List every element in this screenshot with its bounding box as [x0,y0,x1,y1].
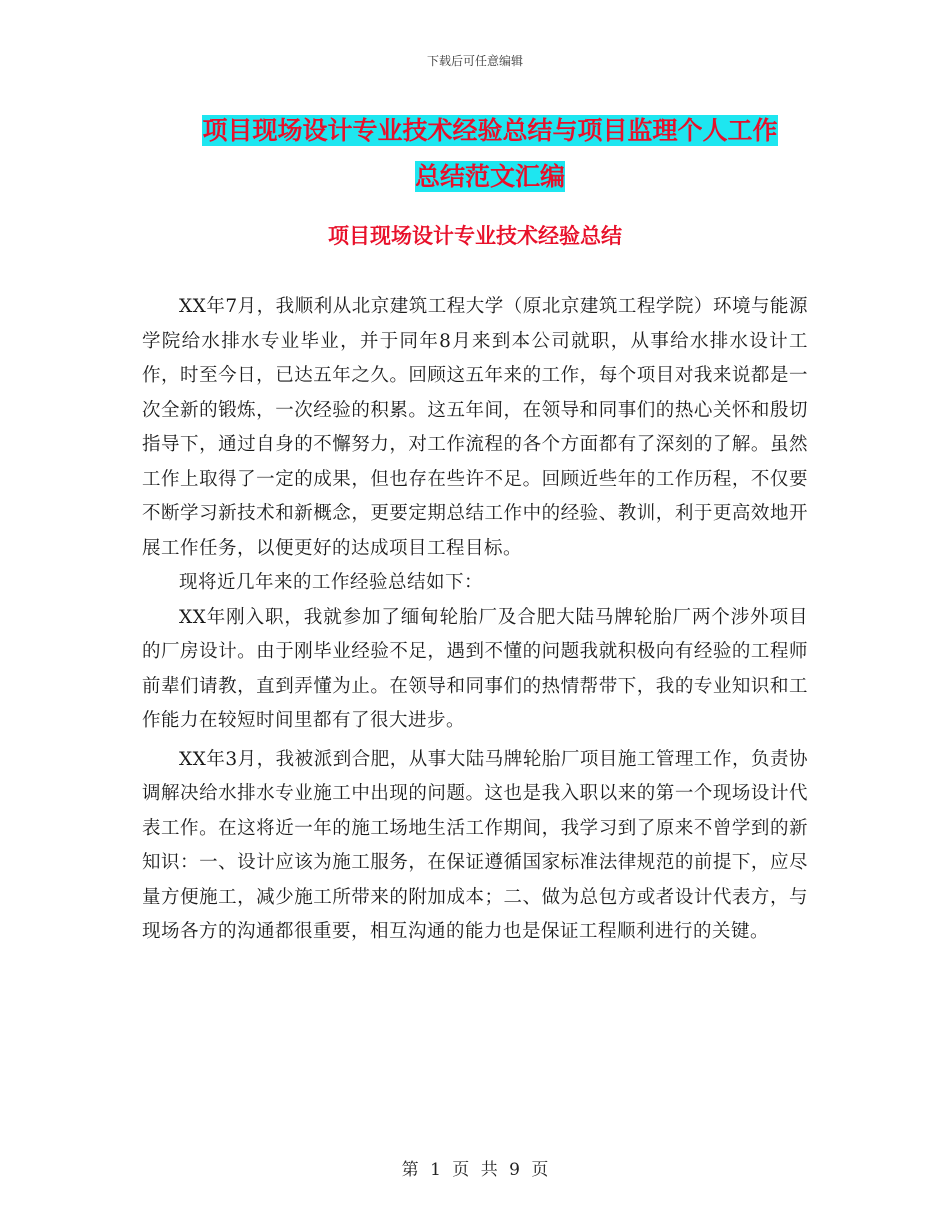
document-title [140,108,840,200]
paragraph-4: XX年3月，我被派到合肥，从事大陆马牌轮胎厂项目施工管理工作，负责协调解决给水排水专业施工中出现的问题。这也是我入职以来的第一个现场设计代表工作。在这将近一年的施工场地生活工作期间，我学习到了原来不曾学到的新知识：一、设计应该为施工服务，在保证遵循国家标准法律规范的前提下，应尽量方便施工，减少施工所带来的附加成本；二、做为总包方或者设计代表方，与现场各方的沟通都很重要，相互沟通的能力也是保证工程顺利进行的关键。 [142,748,808,942]
section-title: 项目现场设计专业技术经验总结 [328,224,622,248]
document-body [142,290,808,950]
paragraph-2: 现将近几年来的工作经验总结如下： [179,572,484,593]
page-number: 第 1 页 共 9 页 [401,1160,549,1180]
document-title-line-2: 总结范文汇编 [414,162,565,191]
paragraph-3: XX年刚入职，我就参加了缅甸轮胎厂及合肥大陆马牌轮胎厂两个涉外项目的厂房设计。由于刚毕业经验不足，遇到不懂的问题我就积极向有经验的工程师前辈们请教，直到弄懂为止。在领导和同事们的热情帮带下，我的专业知识和工作能力在较短时间里都有了很大进步。 [142,606,808,731]
paragraph-1: XX年7月，我顺利从北京建筑工程大学（原北京建筑工程学院）环境与能源学院给水排水专业毕业，并于同年8月来到本公司就职，从事给水排水设计工作，时至今日，已达五年之久。回顾这五年来的工作，每个项目对我来说都是一次全新的锻炼，一次经验的积累。这五年间，在领导和同事们的热心关怀和殷切指导下，通过自身的不懈努力，对工作流程的各个方面都有了深刻的了解。虽然工作上取得了一定的成果，但也存在些许不足。回顾近些年的工作历程，不仅要不断学习新技术和新概念，更要定期总结工作中的经验、教训，利于更高效地开展工作任务，以便更好的达成项目工程目标。 [142,296,808,559]
header-note: 下载后可任意编辑 [426,54,523,68]
document-title-line-1: 项目现场设计专业技术经验总结与项目监理个人工作 [202,116,778,145]
